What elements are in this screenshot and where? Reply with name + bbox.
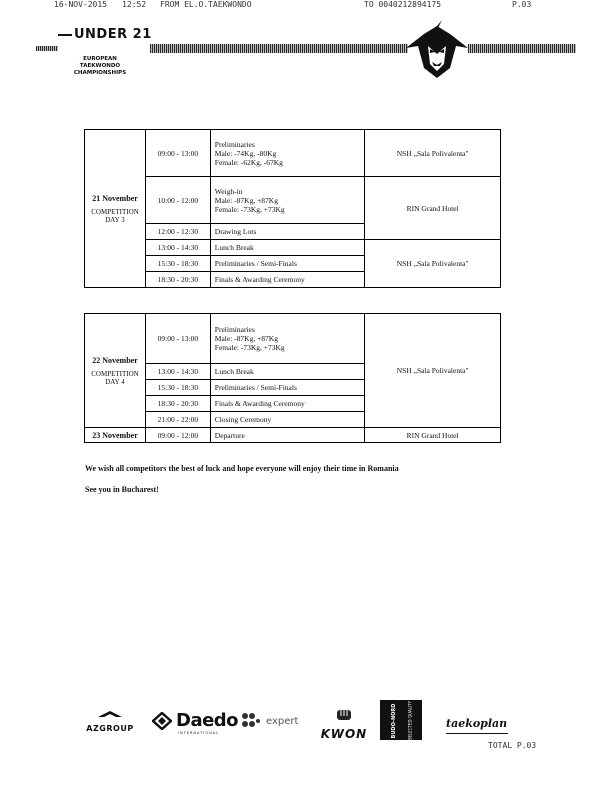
- day3-row2-time: 10:00 - 12:00: [145, 177, 210, 224]
- day4-date: 22 November: [92, 355, 138, 365]
- day3-row6-activity: Finals & Awarding Ceremony: [210, 272, 365, 288]
- fax-from: FROM EL.O.TAEKWONDO: [160, 0, 252, 9]
- sponsor-expert: [240, 712, 298, 730]
- day3-date-cell: [85, 130, 146, 288]
- azgroup-label: AZGROUP: [86, 724, 134, 733]
- day4-row1-activity: [210, 314, 365, 364]
- day3-row4-time: 13:00 - 14:30: [145, 240, 210, 256]
- sponsor-azgroup: [78, 706, 142, 733]
- event-brand-text: UNDER 21: [74, 27, 152, 42]
- day4-row1-time: 09:00 - 13:00: [145, 314, 210, 364]
- budonord-label: BUDO-NORD: [391, 703, 397, 739]
- day3-row2-act2: Male: -87Kg, +87Kg: [214, 195, 278, 205]
- schedule-day4-table: [84, 313, 501, 443]
- day4-label2: DAY 4: [105, 377, 125, 386]
- day3-row1-time: 09:00 - 13:00: [145, 130, 210, 177]
- departure-date: 23 November: [85, 428, 146, 443]
- day3-row6-time: 18:30 - 20:30: [145, 272, 210, 288]
- header-stripe-left: [150, 44, 408, 53]
- day3-venue1: NSH „Sala Polivalenta": [365, 130, 501, 177]
- budonord-side: SELECTED QUALITY: [407, 700, 413, 741]
- day4-date-cell: [85, 314, 146, 428]
- day3-venue2: RIN Grand Hotel: [365, 177, 501, 240]
- day3-row4-activity: Lunch Break: [210, 240, 365, 256]
- event-brand: [58, 27, 152, 42]
- sponsor-kwon: [320, 708, 368, 741]
- day3-row1-activity: [210, 130, 365, 177]
- day3-date: 21 November: [92, 193, 138, 203]
- closing-wish: We wish all competitors the best of luck and hope everyone will enjoy their time in Romania: [85, 464, 399, 473]
- kwon-label: KWON: [320, 727, 368, 741]
- day3-row2-act3: Female: -73Kg, +73Kg: [214, 204, 285, 214]
- fax-date: 16-NOV-2015: [54, 0, 107, 9]
- sponsor-budonord: [380, 700, 422, 740]
- taekoplan-label: taekoplan: [446, 717, 508, 730]
- sponsor-daedo: [152, 710, 238, 735]
- taekoplan-underline: [446, 733, 508, 734]
- day4-row2-activity: Lunch Break: [210, 364, 365, 380]
- day4-row4-activity: Finals & Awarding Ceremony: [210, 396, 365, 412]
- day4-label1: COMPETITION: [91, 369, 139, 378]
- kwon-fist-icon: [336, 708, 352, 722]
- sponsor-taekoplan: [446, 714, 508, 734]
- day4-row2-time: 13:00 - 14:30: [145, 364, 210, 380]
- day4-row1-act2: Male: -87Kg, +87Kg: [214, 334, 278, 343]
- schedule-day3-table: [84, 129, 501, 288]
- daedo-label: Daedo: [176, 710, 239, 731]
- day3-row1-act2: Male: -74Kg, -80Kg: [214, 148, 277, 158]
- azgroup-mark-icon: [96, 709, 124, 719]
- day4-row3-activity: Preliminaries / Semi-Finals: [210, 380, 365, 396]
- day4-row5-activity: Closing Ceremony: [210, 412, 365, 428]
- day4-row1-act1: Preliminaries: [214, 325, 255, 334]
- day3-row3-activity: Drawing Lots: [210, 224, 365, 240]
- day4-row3-time: 15:30 - 18:30: [145, 380, 210, 396]
- day4-venue: NSH „Sala Polivalenta": [365, 314, 501, 428]
- day3-row2-activity: [210, 177, 365, 224]
- header-stripe-small: [36, 46, 58, 51]
- fax-total-pages: TOTAL P.03: [488, 741, 537, 750]
- day3-row1-act1: Preliminaries: [214, 139, 255, 149]
- departure-activity: Departure: [210, 428, 365, 443]
- day4-row5-time: 21:00 - 22:00: [145, 412, 210, 428]
- day3-label2: DAY 3: [105, 215, 125, 224]
- day3-row2-act1: Weigh-in: [214, 186, 243, 196]
- header-stripe-right: [468, 44, 576, 53]
- daedo-diamond-icon: [152, 712, 172, 730]
- fax-to: TO 0040212894175: [364, 0, 442, 9]
- mascot-logo: [404, 18, 470, 80]
- day3-row5-time: 15:30 - 18:30: [145, 256, 210, 272]
- day3-row5-activity: Preliminaries / Semi-Finals: [210, 256, 365, 272]
- day3-row1-act3: Female: -62Kg, -67Kg: [214, 157, 283, 167]
- departure-venue: RIN Grand Hotel: [365, 428, 501, 443]
- day3-venue3: NSH „Sala Polivalenta": [365, 240, 501, 288]
- closing-see-you: See you in Bucharest!: [85, 485, 159, 494]
- event-subtitle: [58, 56, 142, 77]
- daedo-sub: INTERNATIONAL: [178, 731, 220, 735]
- departure-time: 09:00 - 12:00: [145, 428, 210, 443]
- fax-time: 12:52: [122, 0, 147, 9]
- expert-dots-icon: [240, 712, 262, 730]
- day3-label1: COMPETITION: [91, 207, 139, 216]
- day4-row1-act3: Female: -73Kg, +73Kg: [214, 343, 285, 352]
- event-subtitle-line2: TAEKWONDO CHAMPIONSHIPS: [73, 63, 127, 76]
- day4-row4-time: 18:30 - 20:30: [145, 396, 210, 412]
- fax-page: P.03: [512, 0, 532, 9]
- event-subtitle-line1: EUROPEAN: [83, 56, 117, 62]
- day3-row3-time: 12:00 - 12:30: [145, 224, 210, 240]
- expert-label: expert: [266, 715, 299, 727]
